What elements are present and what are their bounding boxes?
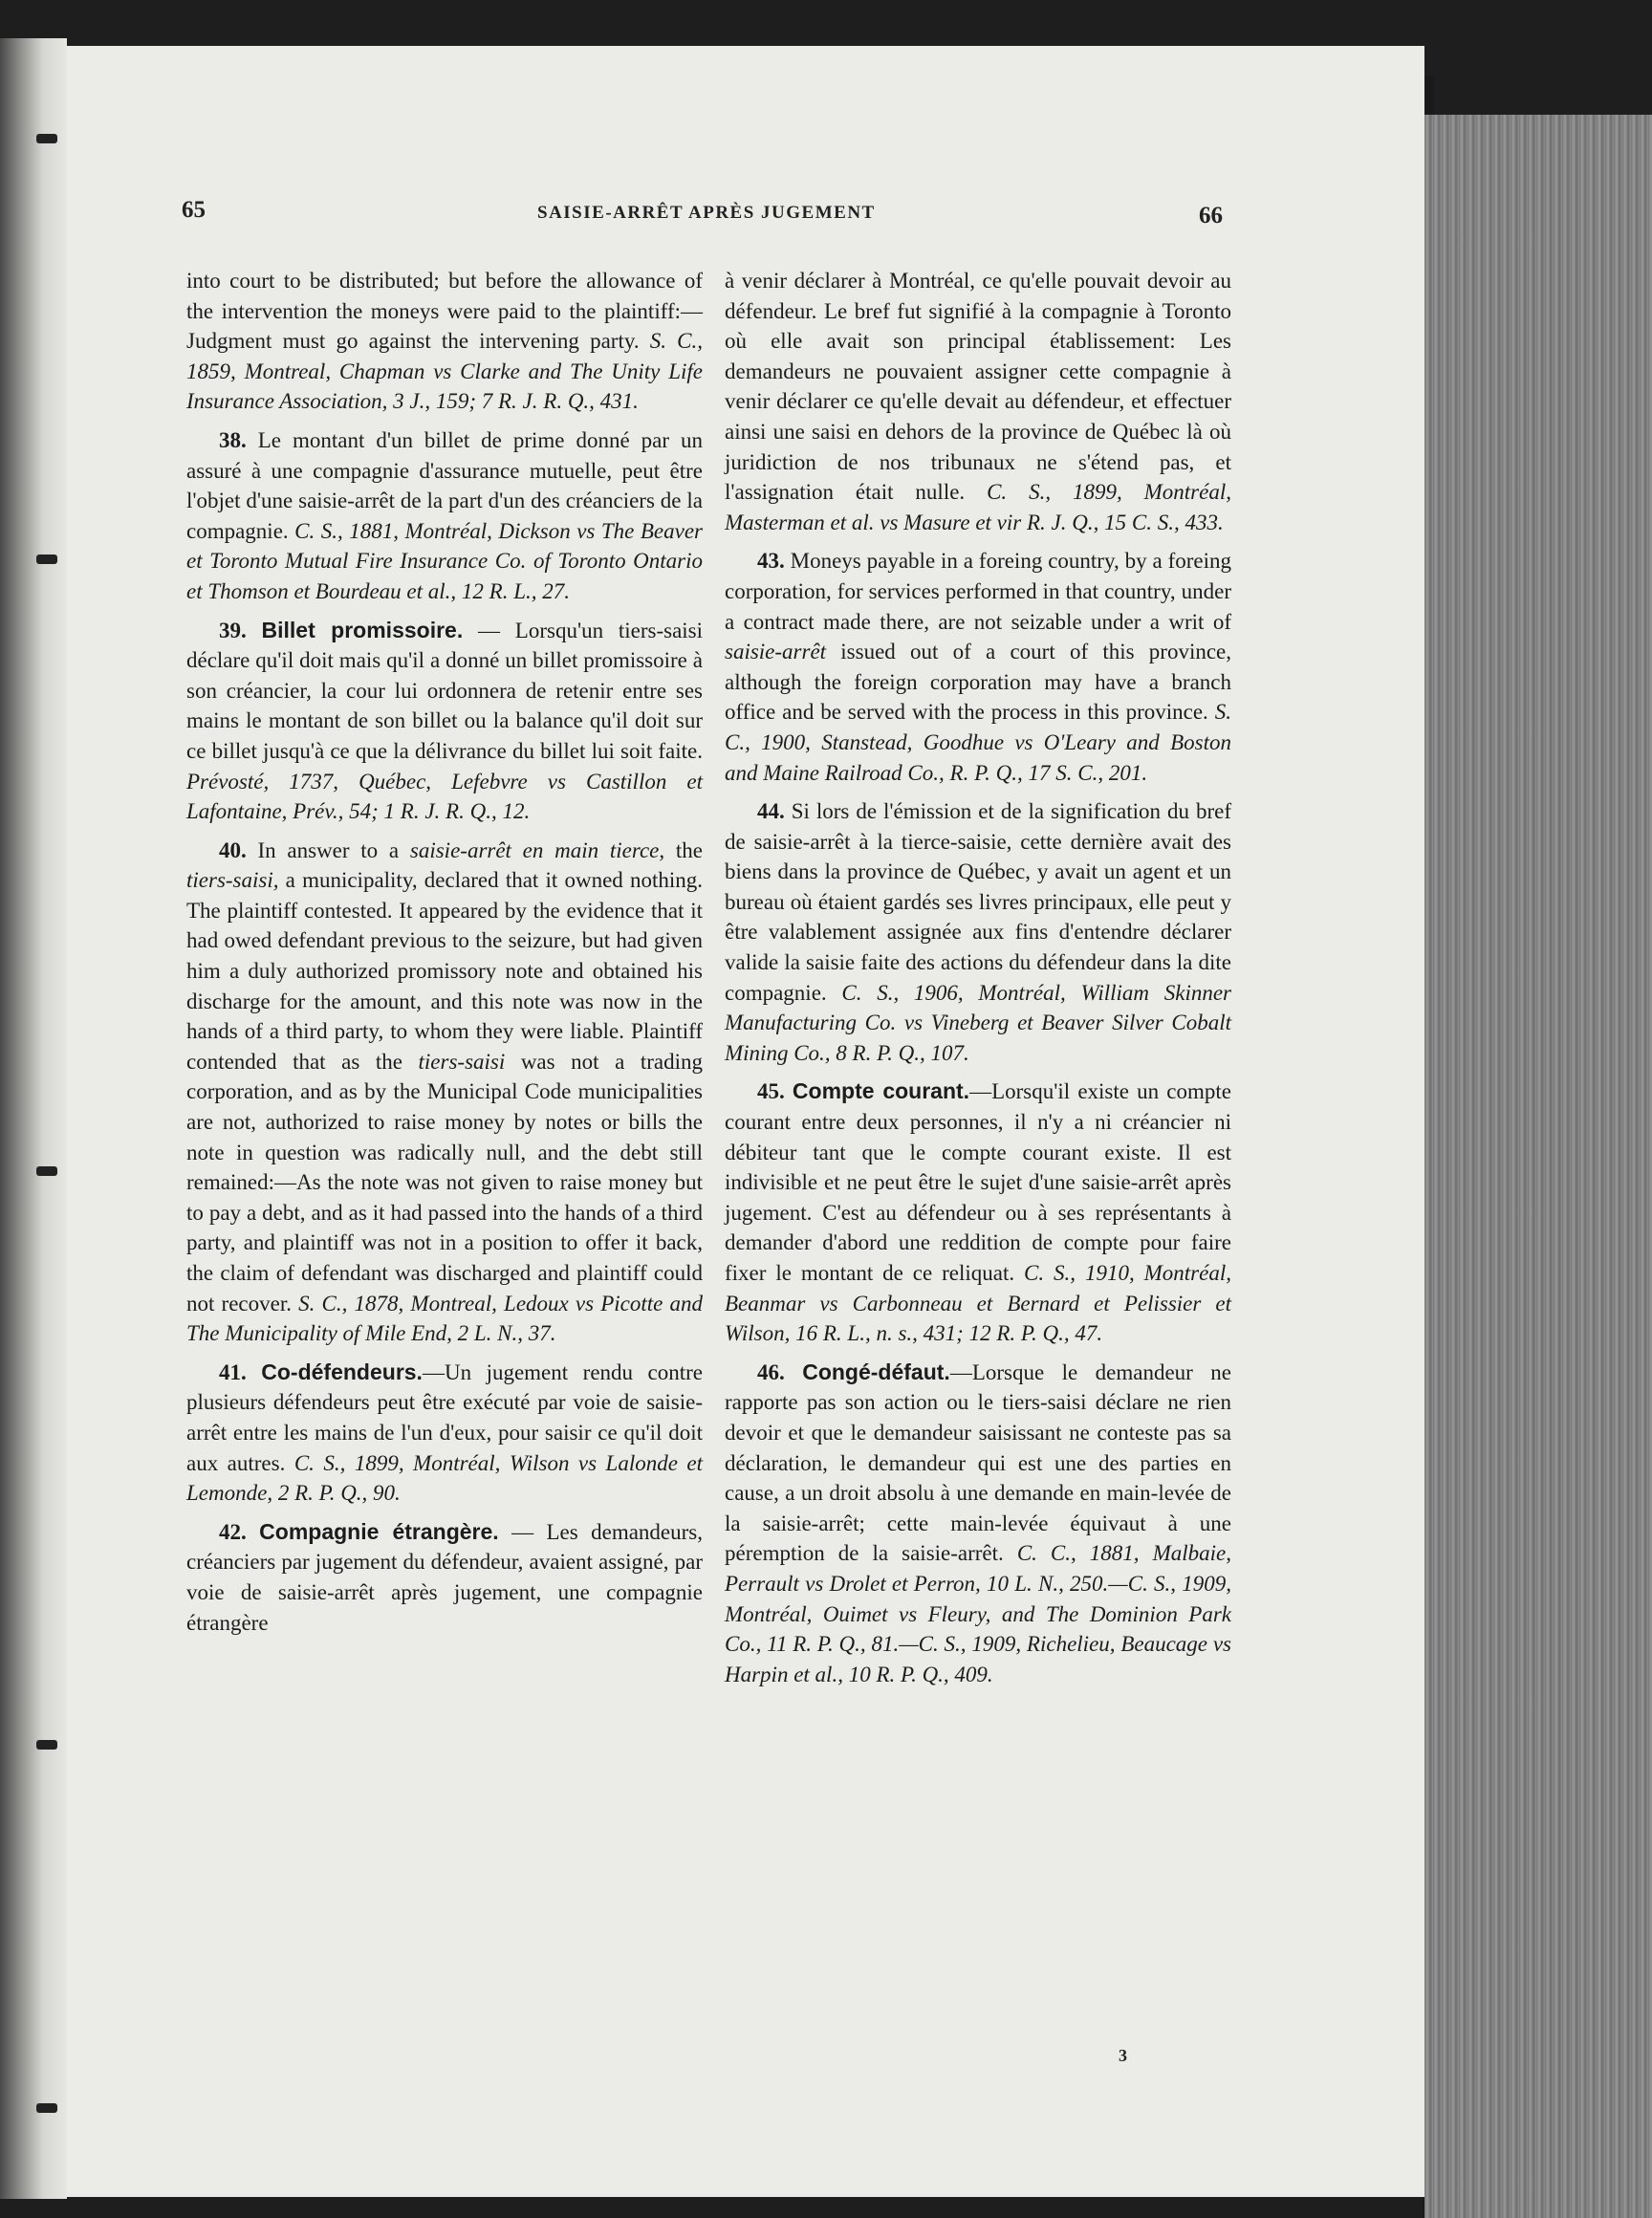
binding-stitch [36, 134, 57, 143]
page-binding [0, 38, 67, 2199]
paragraph-text: Le montant d'un billet de prime donné par un assuré à une compagnie d'assurance mutuelle, peut être l'objet d'une saisie-arrêt de la part d'un des créanciers de la compagnie. [186, 427, 704, 543]
paragraph-text: — Les demandeurs, créanciers par jugement du défendeur, avaient assigné, par voie de saisie-arrêt après jugement, une compagnie étrangère [186, 1519, 704, 1635]
paragraph-text: the [675, 837, 704, 862]
signature-mark: 3 [1119, 2046, 1127, 2065]
page-number-right: 66 [1199, 203, 1223, 228]
paragraph-heading: Billet promissoire. [261, 617, 464, 642]
paragraph-text: — Lorsqu'un tiers-saisi déclare qu'il doit mais qu'il a donné un billet promissoire à son créancier, la cour lui ordonnera de retenir entre ses mains le montant de son billet ou la balance qu'il doit sur ce billet jusqu'à ce que la délivrance du billet lui soit faite. [186, 618, 704, 763]
paragraph-number: 38. [219, 427, 247, 452]
paragraph-heading: Compagnie étrangère. [259, 1518, 499, 1544]
citation: S. C., 1900, Stanstead, Goodhue vs O'Leary and Boston and Maine Railroad Co., R. P. Q., 17 S. C., 201. [725, 700, 1231, 785]
paragraph-text: —Lorsqu'il existe un compte courant entre deux personnes, il n'y a ni créancier ni débiteur tant que le compte courant existe. Il est indivisible et ne peut être le sujet d'une saisie-arrêt après jugement. C'est au défendeur ou à ses représentants à demander d'abord une reddition de compte pour faire fixer le montant de ce reliquat. [725, 1079, 1232, 1285]
paragraph-46 [725, 1358, 1231, 1690]
paragraph-text: à venir déclarer à Montréal, ce qu'elle pouvait devoir au défendeur. Le bref fut signifié à la compagnie à Toronto où elle avait son principal établissement: Les demandeurs ne pouvaient assigner cette compagnie à venir déclarer ce qu'elle devait au défendeur, et effectuer ainsi une saisi en dehors de la province de Québec là où juridiction de nos tribunaux ne s'étend pas, et l'assignation était nulle. [725, 269, 1231, 505]
italic-term: saisie-arrêt [725, 640, 827, 664]
paragraph-42-continued [725, 266, 1231, 537]
page-number-left: 65 [182, 197, 206, 223]
running-head: SAISIE-ARRÊT APRÈS JUGEMENT [537, 203, 876, 223]
binding-stitch [36, 2103, 57, 2113]
paragraph-text: In answer to a [257, 837, 400, 862]
citation: Prévosté, 1737, Québec, Lefebvre vs Castillon et Lafontaine, Prév., 54; 1 R. J. R. Q., 12. [186, 769, 703, 824]
citation: C. S., 1910, Montréal, Beanmar vs Carbonneau et Bernard et Pelissier et Wilson, 16 R. L., n. s., 431; 12 R. P. Q., 47. [725, 1261, 1231, 1346]
paragraph-heading: Co-défendeurs. [261, 1359, 423, 1384]
paragraph-text: Moneys payable in a foreing country, by a foreing corporation, for services performed in that country, under a contract made there, are not seizable under a writ of [725, 549, 1232, 634]
paragraph-39 [186, 616, 703, 827]
paragraph-text: —Un jugement rendu contre plusieurs défendeurs peut être exécuté par voie de saisie-arrêt entre les mains de l'un d'eux, pour saisir ce qu'il doit aux autres. [186, 1359, 704, 1475]
italic-term: tiers-saisi, [186, 868, 279, 893]
right-column [725, 266, 1231, 1698]
paragraph-number: 39. [219, 618, 247, 642]
paragraph-text: —Lorsque le demandeur ne rapporte pas son action ou le tiers-saisi déclare ne rien devoir et que le demandeur saisissant ne conteste pas sa déclaration, le demandeur qui est une des parties en cause, a un droit absolu à une demande en main-levée de la saisie-arrêt; cette main-levée équivaut à une péremption de la saisie-arrêt. [725, 1359, 1231, 1566]
citation: C. S., 1899, Montréal, Masterman et al. vs Masure et vir R. J. Q., 15 C. S., 433. [725, 480, 1231, 534]
paragraph-number: 43. [757, 549, 785, 574]
paragraph-text: issued out of a court of this province, although the foreign corporation may have a branch office and be served with the process in this province. [725, 640, 1232, 725]
paragraph-text: was not a trading corporation, and as by the Municipal Code municipalities are not, authorized to raise money by notes or bills the note in question was radically null, and the debt still remained:—As the note was not given to raise money but to pay a debt, and as it had passed into the hands of a third party, and plaintiff was not in a position to offer it back, the claim of defendant was discharged and plaintiff could not recover. [186, 1049, 704, 1316]
paragraph-45 [725, 1076, 1231, 1348]
left-column [186, 266, 703, 1646]
book-page-edges [1424, 115, 1652, 2218]
italic-term: tiers-saisi [418, 1049, 506, 1074]
paragraph-38 [186, 425, 703, 607]
binding-stitch [36, 1740, 57, 1750]
page-header [182, 189, 1233, 228]
citation: S. C., 1859, Montreal, Chapman vs Clarke and The Unity Life Insurance Association, 3 J., 159; 7 R. J. R. Q., 431. [186, 329, 703, 414]
paragraph-number: 44. [757, 799, 785, 824]
paragraph-text: into court to be distributed; but before the allowance of the intervention the moneys were paid to the plaintiff:—Judgment must go against the intervening party. [186, 269, 703, 354]
paragraph-number: 40. [219, 837, 247, 862]
citation: S. C., 1878, Montreal, Ledoux vs Picotte and The Municipality of Mile End, 2 L. N., 37. [186, 1291, 703, 1346]
citation: C. S., 1899, Montréal, Wilson vs Lalonde et Lemonde, 2 R. P. Q., 90. [186, 1450, 703, 1506]
paragraph-number: 42. [219, 1519, 247, 1544]
paragraph-text: Si lors de l'émission et de la signification du bref de saisie-arrêt à la tierce-saisie, cette dernière avait des biens dans la province de Québec, y avait un agent et un bureau où étaient gardés ses livres principaux, elle peut y être valablement assignée aux fins d'entendre déclarer valide la saisie faite des actions du défendeur dans la dite compagnie. [725, 799, 1231, 1005]
paragraph-number: 45. [757, 1079, 785, 1104]
citation: C. S., 1881, Montréal, Dickson vs The Beaver et Toronto Mutual Fire Insurance Co. of Toronto Ontario et Thomson et Bourdeau et al., 12 R. L., 27. [186, 518, 703, 603]
paragraph-42 [186, 1517, 703, 1638]
paragraph-heading: Compte courant. [792, 1078, 970, 1104]
citation: C. S., 1906, Montréal, William Skinner Manufacturing Co. vs Vineberg et Beaver Silver Cobalt Mining Co., 8 R. P. Q., 107. [725, 980, 1232, 1065]
paragraph-heading: Congé-défaut. [802, 1359, 950, 1384]
paragraph-continued [186, 266, 703, 417]
citation: C. C., 1881, Malbaie, Perrault vs Drolet et Perron, 10 L. N., 250.—C. S., 1909, Montréal, Ouimet vs Fleury, and The Dominion Park Co., 11 R. P. Q., 81.—C. S., 1909, Richelieu, Beaucage vs Harpin et al., 10 R. P. Q., 409. [725, 1541, 1231, 1686]
binding-stitch [36, 554, 57, 564]
paragraph-41 [186, 1358, 703, 1509]
paragraph-44 [725, 796, 1231, 1068]
italic-term: saisie-arrêt en main tierce, [409, 837, 665, 862]
paragraph-number: 46. [757, 1359, 785, 1384]
paragraph-text: a municipality, declared that it owned nothing. The plaintiff contested. It appeared by the evidence that it had owed defendant previous to the seizure, but had given him a duly authorized promissory note and obtained his discharge for the amount, and this note was now in the hands of a third party, to whom they were liable. Plaintiff contended that as the [186, 868, 703, 1074]
paragraph-43 [725, 546, 1231, 788]
binding-stitch [36, 1166, 57, 1176]
paragraph-40 [186, 836, 703, 1349]
paragraph-number: 41. [219, 1359, 247, 1384]
